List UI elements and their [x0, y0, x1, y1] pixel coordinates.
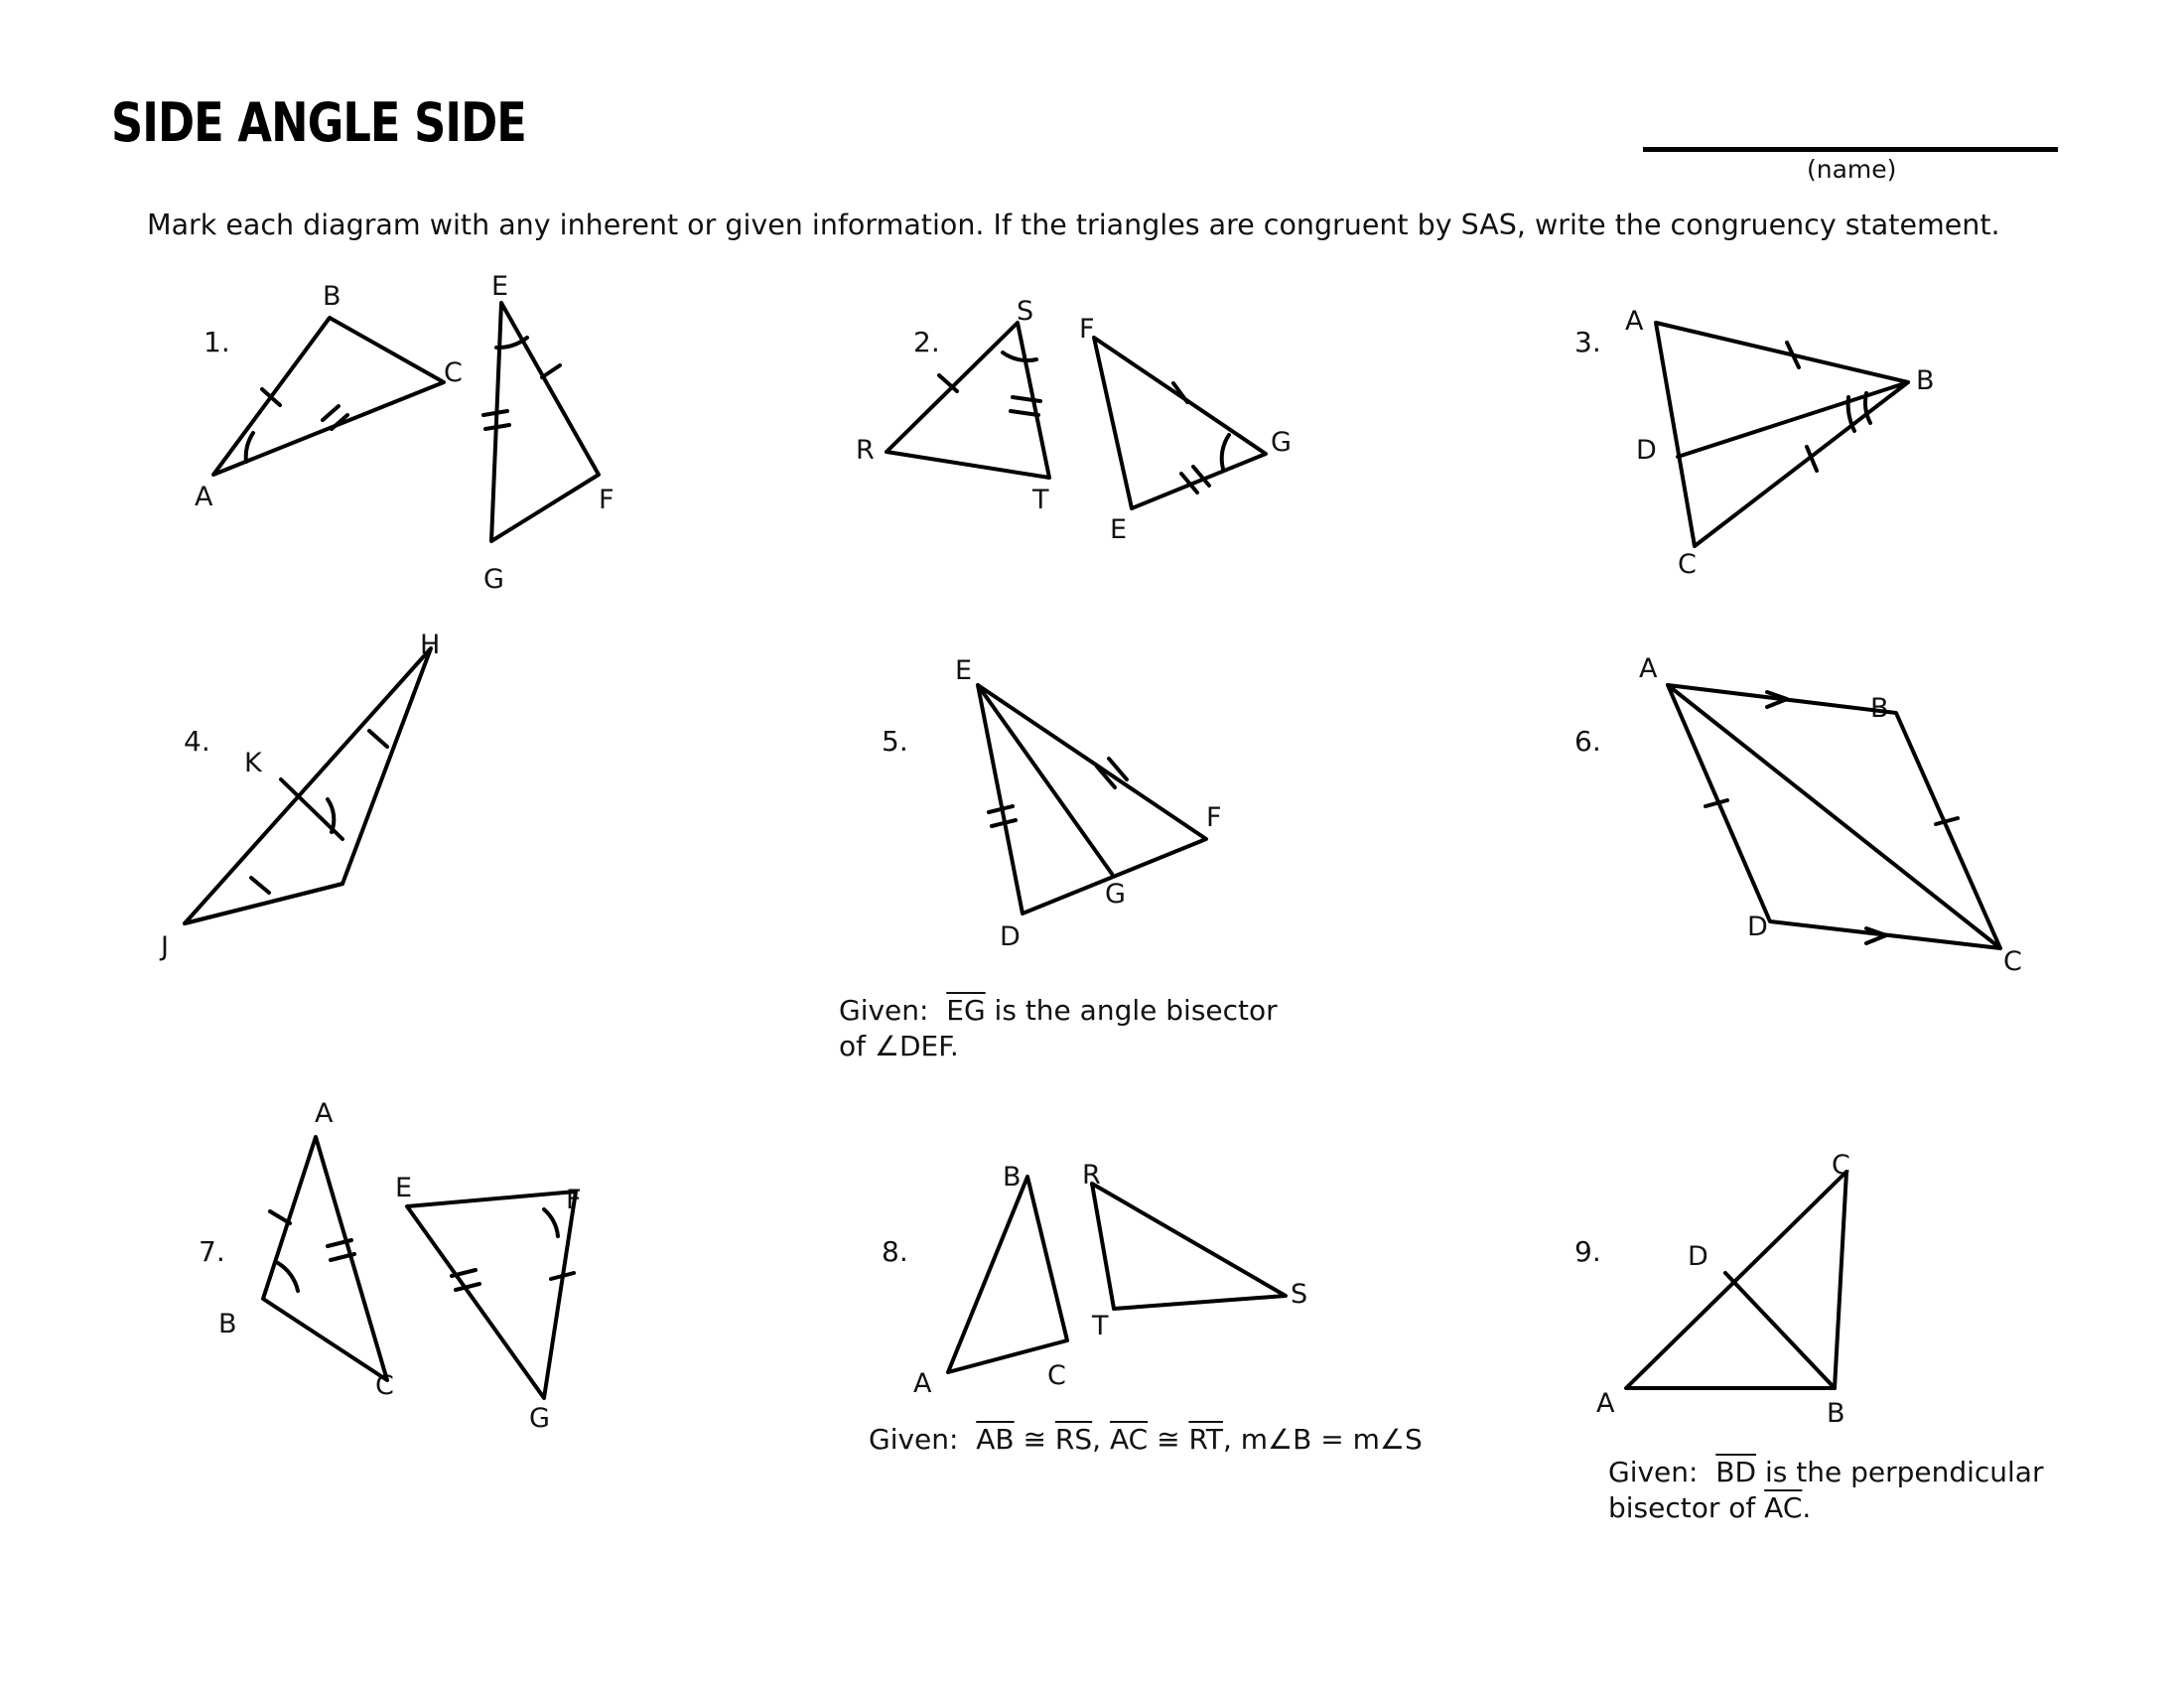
vertex-label-1-F: F — [599, 485, 614, 515]
vertex-label-8-B: B — [1003, 1162, 1022, 1193]
figure-4-jkh — [185, 648, 431, 923]
vertex-label-9-A: A — [1596, 1388, 1615, 1419]
figure-1-triangle-efg — [483, 303, 599, 541]
vertex-label-2-F: F — [1079, 314, 1095, 345]
vertex-label-8-T: T — [1092, 1311, 1109, 1341]
figure-8-triangle-rst — [1092, 1184, 1286, 1309]
figure-7-triangle-abc — [263, 1137, 387, 1380]
vertex-label-8-C: C — [1047, 1360, 1066, 1391]
figure-3-triangle-abc-d — [1656, 323, 1908, 546]
problem-number-2: 2. — [913, 326, 940, 358]
given-5-line1: Given: $\overline{EG}$ is the angle bisector — [839, 994, 1278, 1027]
vertex-label-7-G: G — [529, 1403, 550, 1434]
problem-number-4: 4. — [184, 725, 210, 758]
problem-number-8: 8. — [882, 1235, 908, 1268]
figure-9-triangle-abc-bd — [1626, 1172, 1846, 1388]
vertex-label-5-E: E — [955, 655, 973, 686]
figure-2-triangle-rst — [887, 323, 1049, 478]
vertex-label-6-B: B — [1870, 693, 1889, 724]
vertex-label-8-A: A — [913, 1368, 932, 1399]
figure-2-triangle-fge — [1094, 338, 1266, 508]
vertex-label-7-E: E — [395, 1173, 413, 1203]
given-9-line2: bisector of $\overline{AC}$. — [1608, 1490, 1812, 1524]
figure-8-triangle-abc — [948, 1177, 1067, 1372]
vertex-label-9-D: D — [1688, 1241, 1708, 1272]
vertex-label-3-D: D — [1636, 435, 1657, 466]
vertex-label-2-R: R — [856, 435, 875, 466]
figure-6-parallelogram — [1668, 685, 2000, 948]
figure-1-triangle-abc — [213, 318, 444, 475]
vertex-label-4-K: K — [244, 748, 262, 778]
vertex-label-7-C: C — [375, 1370, 394, 1401]
figure-5-edf — [978, 685, 1206, 914]
vertex-label-6-D: D — [1747, 912, 1768, 942]
given-8-line1: Given: $\overline{AB}$ ≅ $\overline{RS}$, $\overline{AC}$ ≅ $\overline{RT}$, m∠B = m∠S — [869, 1423, 1423, 1456]
vertex-label-5-G: G — [1105, 879, 1126, 910]
vertex-label-1-B: B — [323, 281, 341, 312]
given-text-8 — [869, 1422, 1504, 1458]
problem-number-7: 7. — [199, 1235, 225, 1268]
vertex-label-3-A: A — [1625, 306, 1644, 337]
vertex-label-3-C: C — [1678, 549, 1697, 580]
vertex-label-2-G: G — [1271, 427, 1292, 458]
instructions-text: Mark each diagram with any inherent or given information. If the triangles are congruent by SAS, write the congruency statement. — [147, 209, 2000, 241]
problem-number-9: 9. — [1574, 1235, 1601, 1268]
vertex-label-6-A: A — [1639, 653, 1658, 684]
vertex-label-2-S: S — [1017, 296, 1034, 327]
vertex-label-3-B: B — [1916, 365, 1935, 396]
name-label: (name) — [1807, 155, 1897, 184]
vertex-label-9-C: C — [1832, 1150, 1850, 1181]
problem-number-5: 5. — [882, 725, 908, 758]
given-5-line2: of ∠DEF. — [839, 1029, 959, 1062]
given-9-line1: Given: $\overline{BD}$ is the perpendicular — [1608, 1456, 2044, 1488]
vertex-label-7-B: B — [218, 1309, 237, 1339]
vertex-label-5-D: D — [1000, 921, 1021, 952]
vertex-label-4-H: H — [420, 630, 441, 660]
vertex-label-7-F: F — [566, 1185, 582, 1215]
vertex-label-1-C: C — [444, 357, 463, 388]
vertex-label-2-T: T — [1032, 485, 1049, 515]
given-text-9 — [1608, 1455, 2134, 1526]
vertex-label-6-C: C — [2003, 946, 2022, 977]
problem-number-3: 3. — [1574, 326, 1601, 358]
page-title: SIDE ANGLE SIDE — [111, 91, 526, 154]
vertex-label-1-G: G — [483, 564, 504, 595]
vertex-label-2-E: E — [1110, 514, 1128, 545]
vertex-label-8-S: S — [1291, 1279, 1308, 1310]
vertex-label-7-A: A — [315, 1098, 334, 1129]
name-blank-line — [1643, 147, 2058, 152]
vertex-label-1-E: E — [491, 271, 509, 302]
problem-number-6: 6. — [1574, 725, 1601, 758]
figure-7-triangle-efg — [407, 1192, 576, 1398]
problem-number-1: 1. — [204, 326, 230, 358]
vertex-label-1-A: A — [195, 482, 213, 512]
vertex-label-8-R: R — [1082, 1160, 1101, 1191]
vertex-label-5-F: F — [1206, 802, 1222, 833]
vertex-label-4-J: J — [161, 931, 169, 962]
vertex-label-9-B: B — [1827, 1398, 1845, 1429]
given-text-5 — [839, 993, 1355, 1064]
